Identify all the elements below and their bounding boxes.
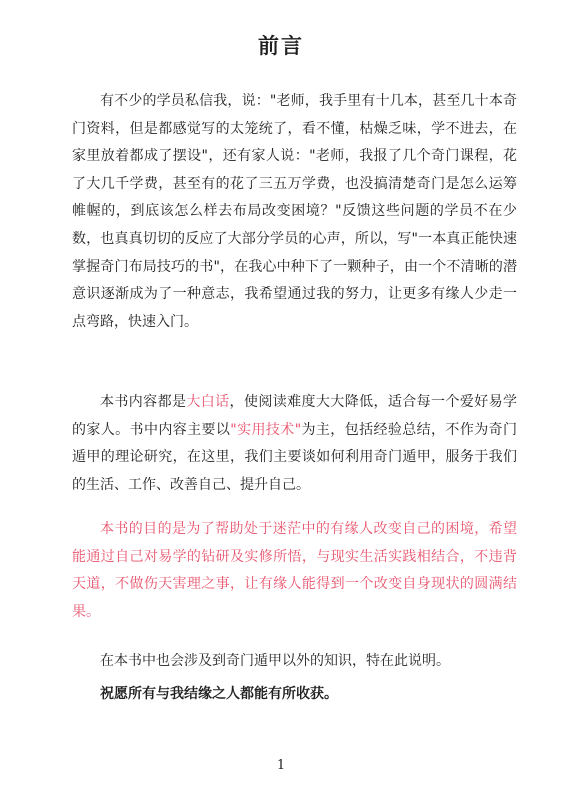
paragraph-blessing: 祝愿所有与我结缘之人都能有所收获。 [100,686,338,702]
page-title: 前言 [258,34,304,58]
paragraph-book-content [72,389,517,499]
paragraph-book-purpose: 本书的目的是为了帮助处于迷茫中的有缘人改变自己的困境，希望能通过自己对易学的钻研及实修所悟，与现实生活实践相结合，不违背天道，不做伤天害理之事，让有缘人能得到一个改变自身现状的圆满结果。 [72,521,517,620]
paragraph-2-part-3: 为主，包括经验总结，不作为奇门遁甲的理论研究，在这里，我们主要谈如何利用奇门遁甲，服务于我们的生活、工作、改善自己、提升自己。 [72,421,517,493]
page-number: 1 [276,758,286,773]
paragraph-2-part-1: 本书内容都是 [100,394,187,410]
paragraph-scope-note: 在本书中也会涉及到奇门遁甲以外的知识，特在此说明。 [100,653,450,669]
highlight-plain-language: 大白话 [186,394,230,410]
paragraph-student-feedback: 有不少的学员私信我，说："老师，我手里有十几本，甚至几十本奇门资料，但是都感觉写的太笼统了，看不懂，枯燥乏味，学不进去，在家里放着都成了摆设"，还有家人说："老师，我报了几个奇门课程，花了大几千学费，甚至有的花了三五万学费，也没搞清楚奇门是怎么运筹帷幄的，到底该怎么样去布局改变困境？"反馈这些问题的学员不在少数，也真真切切的反应了大部分学员的心声，所以，写"一本真正能快速掌握奇门布局技巧的书"，在我心中种下了一颗种子，由一个不清晰的潜意识逐渐成为了一种意志，我希望通过我的努力，让更多有缘人少走一点弯路，快速入门。 [72,93,517,330]
highlight-practical-technique: "实用技术" [230,421,302,438]
paragraph-2-part-2: ，使阅读难度大大降低，适合每一个爱好易学的家人。书中内容主要以 [72,394,518,438]
